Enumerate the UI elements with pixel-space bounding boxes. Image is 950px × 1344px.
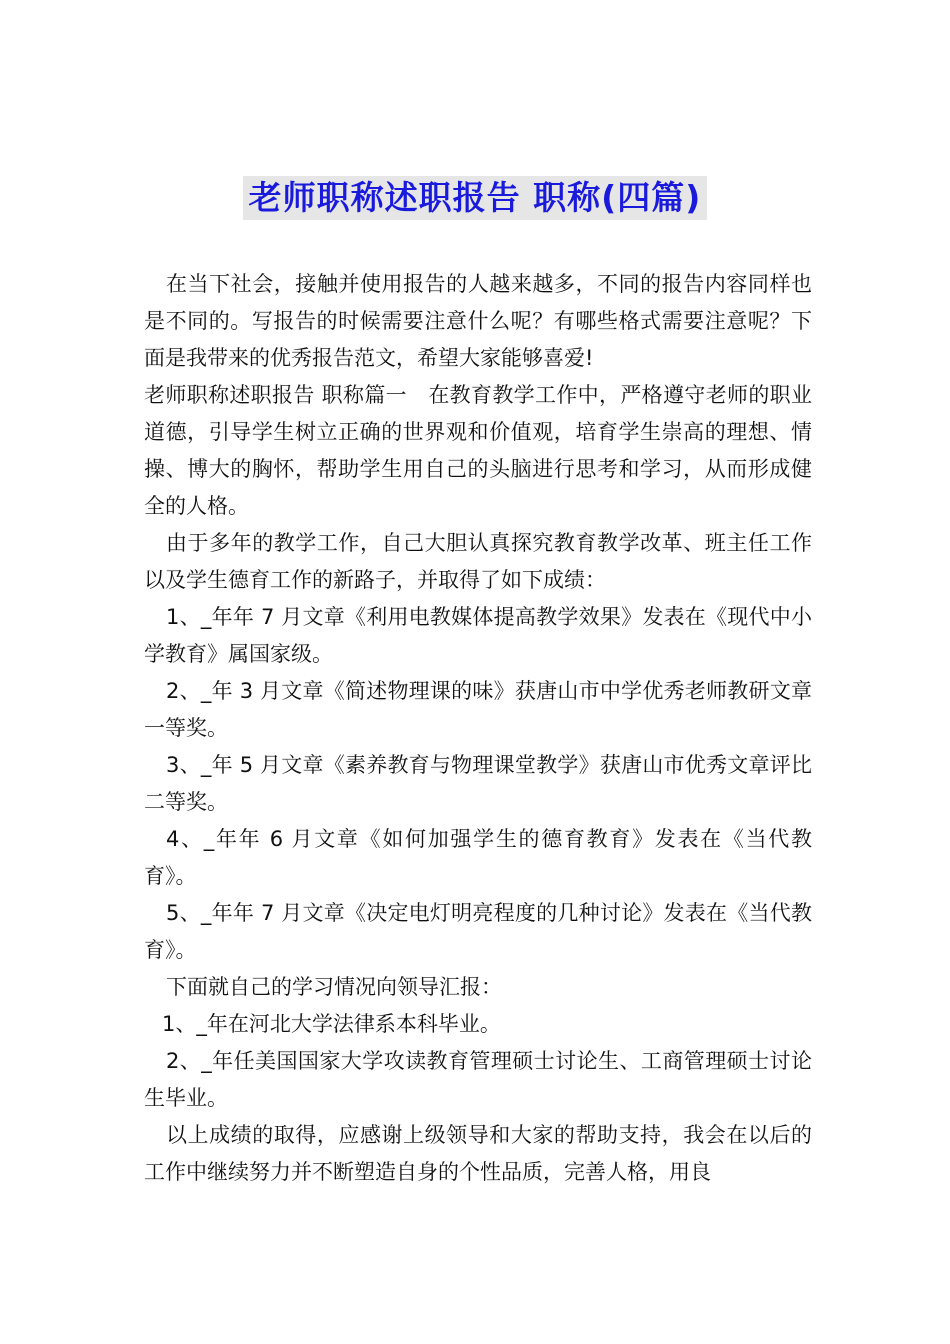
paragraph-study-intro: 下面就自己的学习情况向领导汇报： (166, 975, 502, 999)
list-item-study-1: 1、_年在河北大学法律系本科毕业。 (162, 1012, 501, 1036)
paragraph-intro: 在当下社会，接触并使用报告的人越来越多，不同的报告内容同样也是不同的。写报告的时候需要注意什么呢？有哪些格式需要注意呢？下面是我带来的优秀报告范文，希望大家能够喜爱! (144, 272, 812, 370)
list-item-achievement-4: 4、_年年 6 月文章《如何加强学生的德育教育》发表在《当代教育》。 (144, 827, 812, 888)
list-item-achievement-2: 2、_年 3 月文章《简述物理课的味》获唐山市中学优秀老师教研文章一等奖。 (144, 679, 812, 740)
title-container (0, 176, 950, 220)
list-item-achievement-3: 3、_年 5 月文章《素养教育与物理课堂教学》获唐山市优秀文章评比二等奖。 (144, 753, 812, 814)
list-item-achievement-5: 5、_年年 7 月文章《决定电灯明亮程度的几种讨论》发表在《当代教育》。 (144, 901, 812, 962)
paragraph-conclusion: 以上成绩的取得，应感谢上级领导和大家的帮助支持，我会在以后的工作中继续努力并不断塑造自身的个性品质，完善人格，用良 (144, 1123, 812, 1184)
list-item-study-2: 2、_年任美国国家大学攻读教育管理硕士讨论生、工商管理硕士讨论生毕业。 (144, 1049, 812, 1110)
list-item-achievement-1: 1、_年年 7 月文章《利用电教媒体提高教学效果》发表在《现代中小学教育》属国家级。 (144, 605, 812, 666)
document-title: 老师职称述职报告 职称(四篇) (243, 176, 708, 220)
paragraph-section-one: 老师职称述职报告 职称篇一 在教育教学工作中，严格遵守老师的职业道德，引导学生树立正确的世界观和价值观，培育学生崇高的理想、情操、博大的胸怀，帮助学生用自己的头脑进行思考和学习，从而形成健全的人格。 (144, 383, 812, 518)
paragraph-achievements-intro: 由于多年的教学工作，自己大胆认真探究教育教学改革、班主任工作以及学生德育工作的新路子，并取得了如下成绩： (144, 531, 812, 592)
document-body (144, 266, 812, 1191)
